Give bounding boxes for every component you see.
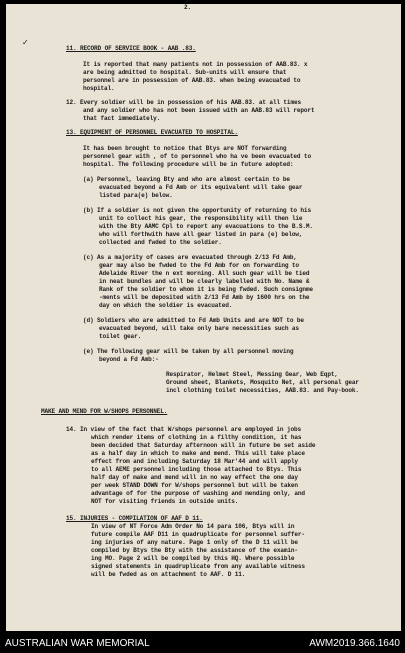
line: -ments will be deposited with 2/13 Fd Amb by 1600 hrs on the: [99, 294, 310, 301]
margin-tick-mark: ✓: [22, 38, 29, 47]
footer-bar: [0, 633, 405, 653]
line: who will forthwith have all gear listed in para (e) below,: [99, 231, 303, 238]
line: 11. RECORD OF SERVICE BOOK - AAB .83.: [66, 45, 196, 52]
line: hospital. The following procedure will be in future adopted:: [83, 161, 294, 168]
line: which render items of clothing in a filthy condition, it has: [91, 434, 302, 441]
line: unit to collect his gear, the responsibility will then lie: [99, 215, 303, 222]
line: are being admitted to hospital. Sub-units will ensure that: [83, 69, 287, 76]
line: (c) As a majority of cases are evacuated through 2/13 Fd Amb,: [83, 254, 297, 261]
line: that fact immediately.: [83, 115, 161, 122]
line: compiled by Btys the Bty with the assistance of the examin-: [91, 547, 298, 554]
line: gear may also be fwded to the Fd Amb for on forwarding to: [99, 262, 299, 269]
line: evacuated beyond a Fd Amb or its equivalent will take gear: [99, 184, 303, 191]
line: evacuated beyond, will take only bare necessities such as: [99, 325, 299, 332]
line: Rank of the soldier to whom it is being fwded. Such consignme: [99, 286, 313, 293]
line: It is reported that many patients not in possession of AAB.83. x: [83, 61, 308, 68]
line: hospital.: [83, 85, 115, 92]
line: in neat bundles and will be clearly labelled with No. Name &: [99, 278, 310, 285]
line: been decided that Saturday afternoon will in future be set aside: [91, 442, 316, 449]
line: personnel gear with , of to personnel who ha ve been evacuated to: [83, 153, 311, 160]
line: per week STAND DOWN for W/shops personnel but will be taken: [91, 482, 298, 489]
footer-accession-number: AWM2019.366.1640: [309, 638, 400, 649]
line: (a) Personnel, leaving Bty and who are almost certain to be: [83, 176, 290, 183]
line: 14. In view of the fact that W/shops personnel are employed in jobs: [66, 426, 301, 433]
line: with the Bty AAMC Cpl to report any evacuations to the B.S.M.: [99, 223, 313, 230]
line: half day of make and mend will in no way effect the one day: [91, 474, 298, 481]
line: effect from and including Saturday 18 Mar'44 and will apply: [91, 458, 298, 465]
line: Adelaide River the n ext morning. All such gear will be tied: [99, 270, 310, 277]
line: signed statements in quadruplicate from any available witness: [91, 563, 305, 570]
line: toilet gear.: [99, 333, 142, 340]
line: Ground sheet, Blankets, Mosquito Net, all personal gear: [166, 379, 359, 386]
line: ing injuries of any nature. Page 1 only of the D 11 will be: [91, 539, 298, 546]
line: Respirator, Helmet Steel, Messing Gear, Web Eqpt,: [166, 371, 338, 378]
footer-credit: AUSTRALIAN WAR MEMORIAL: [5, 638, 150, 649]
page-number: 2.: [184, 4, 192, 11]
line: 12. Every soldier will be in possession of his AAB.83. at all times: [66, 99, 301, 106]
line: will be fwded as on attachment to AAF. D 11.: [91, 571, 246, 578]
line: advantage of for the purpose of washing and mending only, and: [91, 490, 305, 497]
line: listed para(e) below.: [99, 192, 173, 199]
line: future compile AAF D11 in quadruplicate for personnel suffer-: [91, 531, 305, 538]
line: 13. EQUIPMENT OF PERSONNEL EVACUATED TO HOSPITAL.: [66, 129, 238, 136]
line: incl clothing toilet necessities, AAB.83. and Pay-book.: [166, 387, 359, 394]
line: day on which the soldier is evacuated.: [99, 302, 233, 309]
line: ing MO. Page 2 will be compiled by this HQ. Where possible: [91, 555, 295, 562]
line: collected and fwded to the soldier.: [99, 239, 222, 246]
line: personnel are in possession of AAB.83. when being evacuated to: [83, 77, 301, 84]
line: MAKE AND MEND FOR W/SHOPS PERSONNEL.: [41, 408, 168, 415]
line: It has been brought to notice that Btys are NOT forwarding: [83, 145, 287, 152]
line: 15. INJURIES - COMPILATION OF AAF D 11.: [66, 515, 203, 522]
line: to all AEME personnel including those attached to Btys. This: [91, 466, 302, 473]
line: In view of NT Force Adm Order No 14 para 106, Btys will in: [91, 523, 295, 530]
document-page: [6, 4, 401, 631]
line: (e) The following gear will be taken by all personnel moving: [83, 348, 294, 355]
line: (b) If a soldier is not given the opportunity of returning to his: [83, 207, 311, 214]
line: and any soldier who has not been issued with an AAB.83 will report: [83, 107, 315, 114]
line: NOT for visiting friends in outside units.: [91, 498, 239, 505]
line: (d) Soldiers who are admitted to Fd Amb Units and are NOT to be: [83, 317, 304, 324]
line: as a half day in which to make and mend. This will take place: [91, 450, 305, 457]
line: beyond a Fd Amb:-: [99, 356, 159, 363]
